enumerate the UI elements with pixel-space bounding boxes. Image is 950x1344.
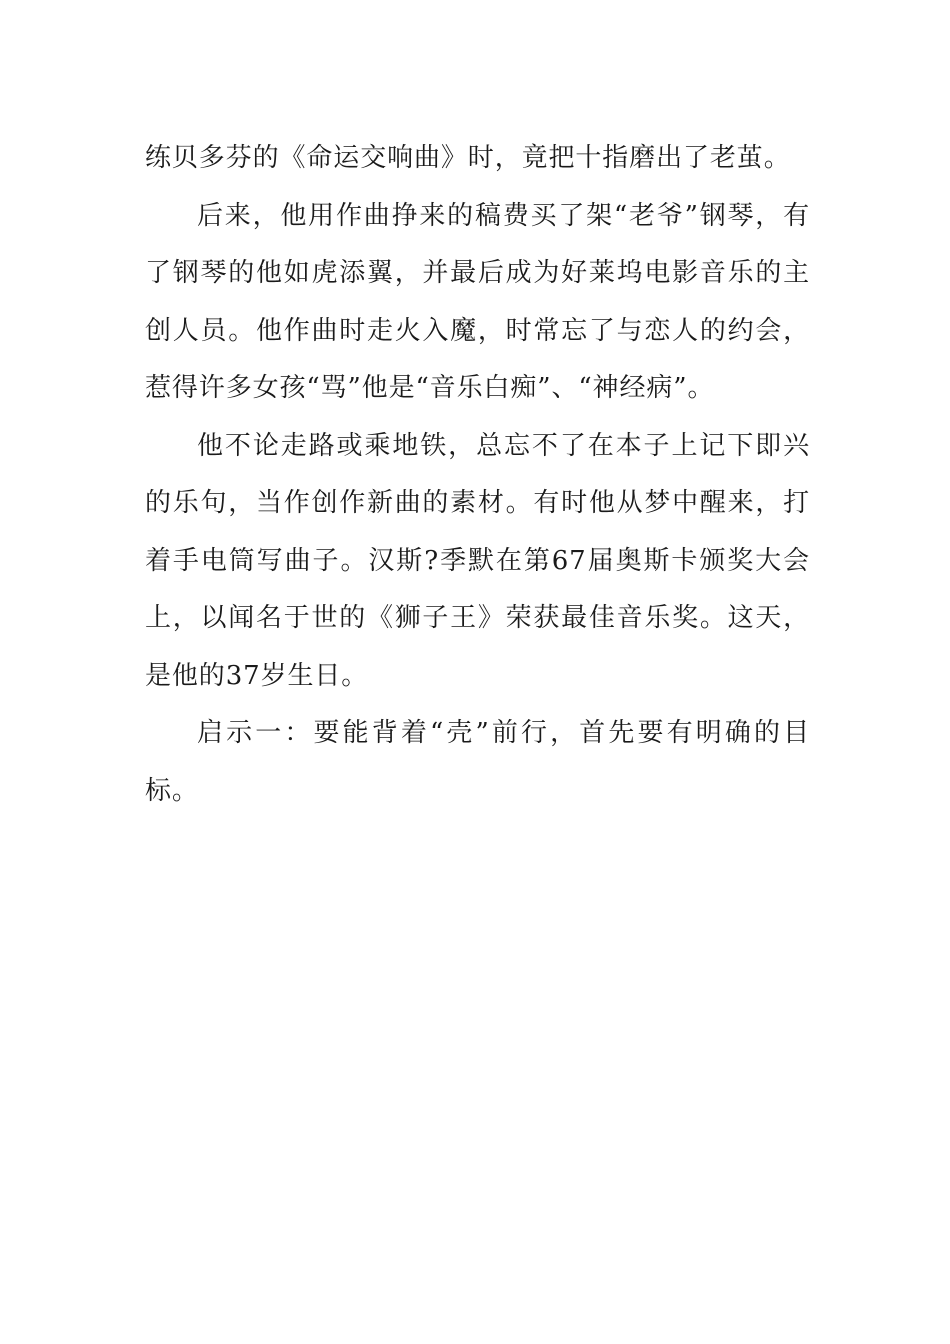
paragraph-lion-king: 他不论走路或乘地铁，总忘不了在本子上记下即兴的乐句，当作创作新曲的素材。有时他从梦中醒来，打着手电筒写曲子。汉斯?季默在第67届奥斯卡颁奖大会上，以闻名于世的《狮子王》荣获最佳音乐奖。这天，是他的37岁生日。 [145,430,810,691]
paragraph-continuation: 练贝多芬的《命运交响曲》时，竟把十指磨出了老茧。 [145,143,791,173]
body-text [145,130,810,820]
paragraph-insight: 启示一：要能背着“壳”前行，首先要有明确的目标。 [145,718,810,806]
paragraph-piano: 后来，他用作曲挣来的稿费买了架“老爷”钢琴，有了钢琴的他如虎添翼，并最后成为好莱坞电影音乐的主创人员。他作曲时走火入魔，时常忘了与恋人的约会，惹得许多女孩“骂”他是“音乐白痴”、“神经病”。 [145,200,810,403]
